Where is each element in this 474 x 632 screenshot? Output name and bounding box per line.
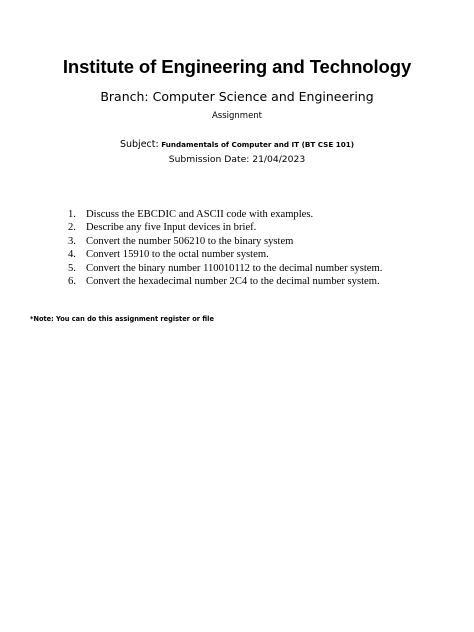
subject-value: Fundamentals of Computer and IT (BT CSE 101) bbox=[158, 140, 355, 149]
list-item bbox=[68, 248, 382, 261]
question-number: 3. bbox=[68, 235, 76, 247]
question-text: Convert the number 506210 to the binary system bbox=[86, 235, 294, 247]
question-number: 5. bbox=[68, 262, 76, 274]
question-text: Describe any five Input devices in brief. bbox=[86, 222, 257, 234]
question-text: Convert the hexadecimal number 2C4 to the decimal number system. bbox=[86, 276, 380, 288]
list-item bbox=[68, 275, 382, 288]
question-number: 2. bbox=[68, 222, 76, 234]
page-title: Institute of Engineering and Technology bbox=[62, 56, 412, 77]
list-item bbox=[68, 221, 382, 234]
subject-label: Subject: bbox=[119, 139, 159, 150]
question-text: Discuss the EBCDIC and ASCII code with examples. bbox=[86, 209, 314, 220]
question-text: Convert 15910 to the octal number system. bbox=[86, 249, 269, 261]
question-text: Convert the binary number 110010112 to the decimal number system. bbox=[86, 262, 383, 274]
question-number: 1. bbox=[68, 209, 76, 220]
submission-date: Submission Date: 21/04/2023 bbox=[168, 154, 306, 165]
question-list bbox=[68, 208, 382, 288]
list-item bbox=[68, 235, 382, 248]
assignment-heading: Assignment bbox=[211, 111, 263, 121]
subject-line bbox=[0, 132, 474, 151]
list-item bbox=[68, 262, 382, 275]
list-item bbox=[68, 208, 382, 221]
branch-line: Branch: Computer Science and Engineering bbox=[100, 89, 374, 104]
question-number: 6. bbox=[68, 276, 76, 288]
note-text: *Note: You can do this assignment register or file bbox=[30, 315, 214, 323]
question-number: 4. bbox=[68, 249, 76, 261]
